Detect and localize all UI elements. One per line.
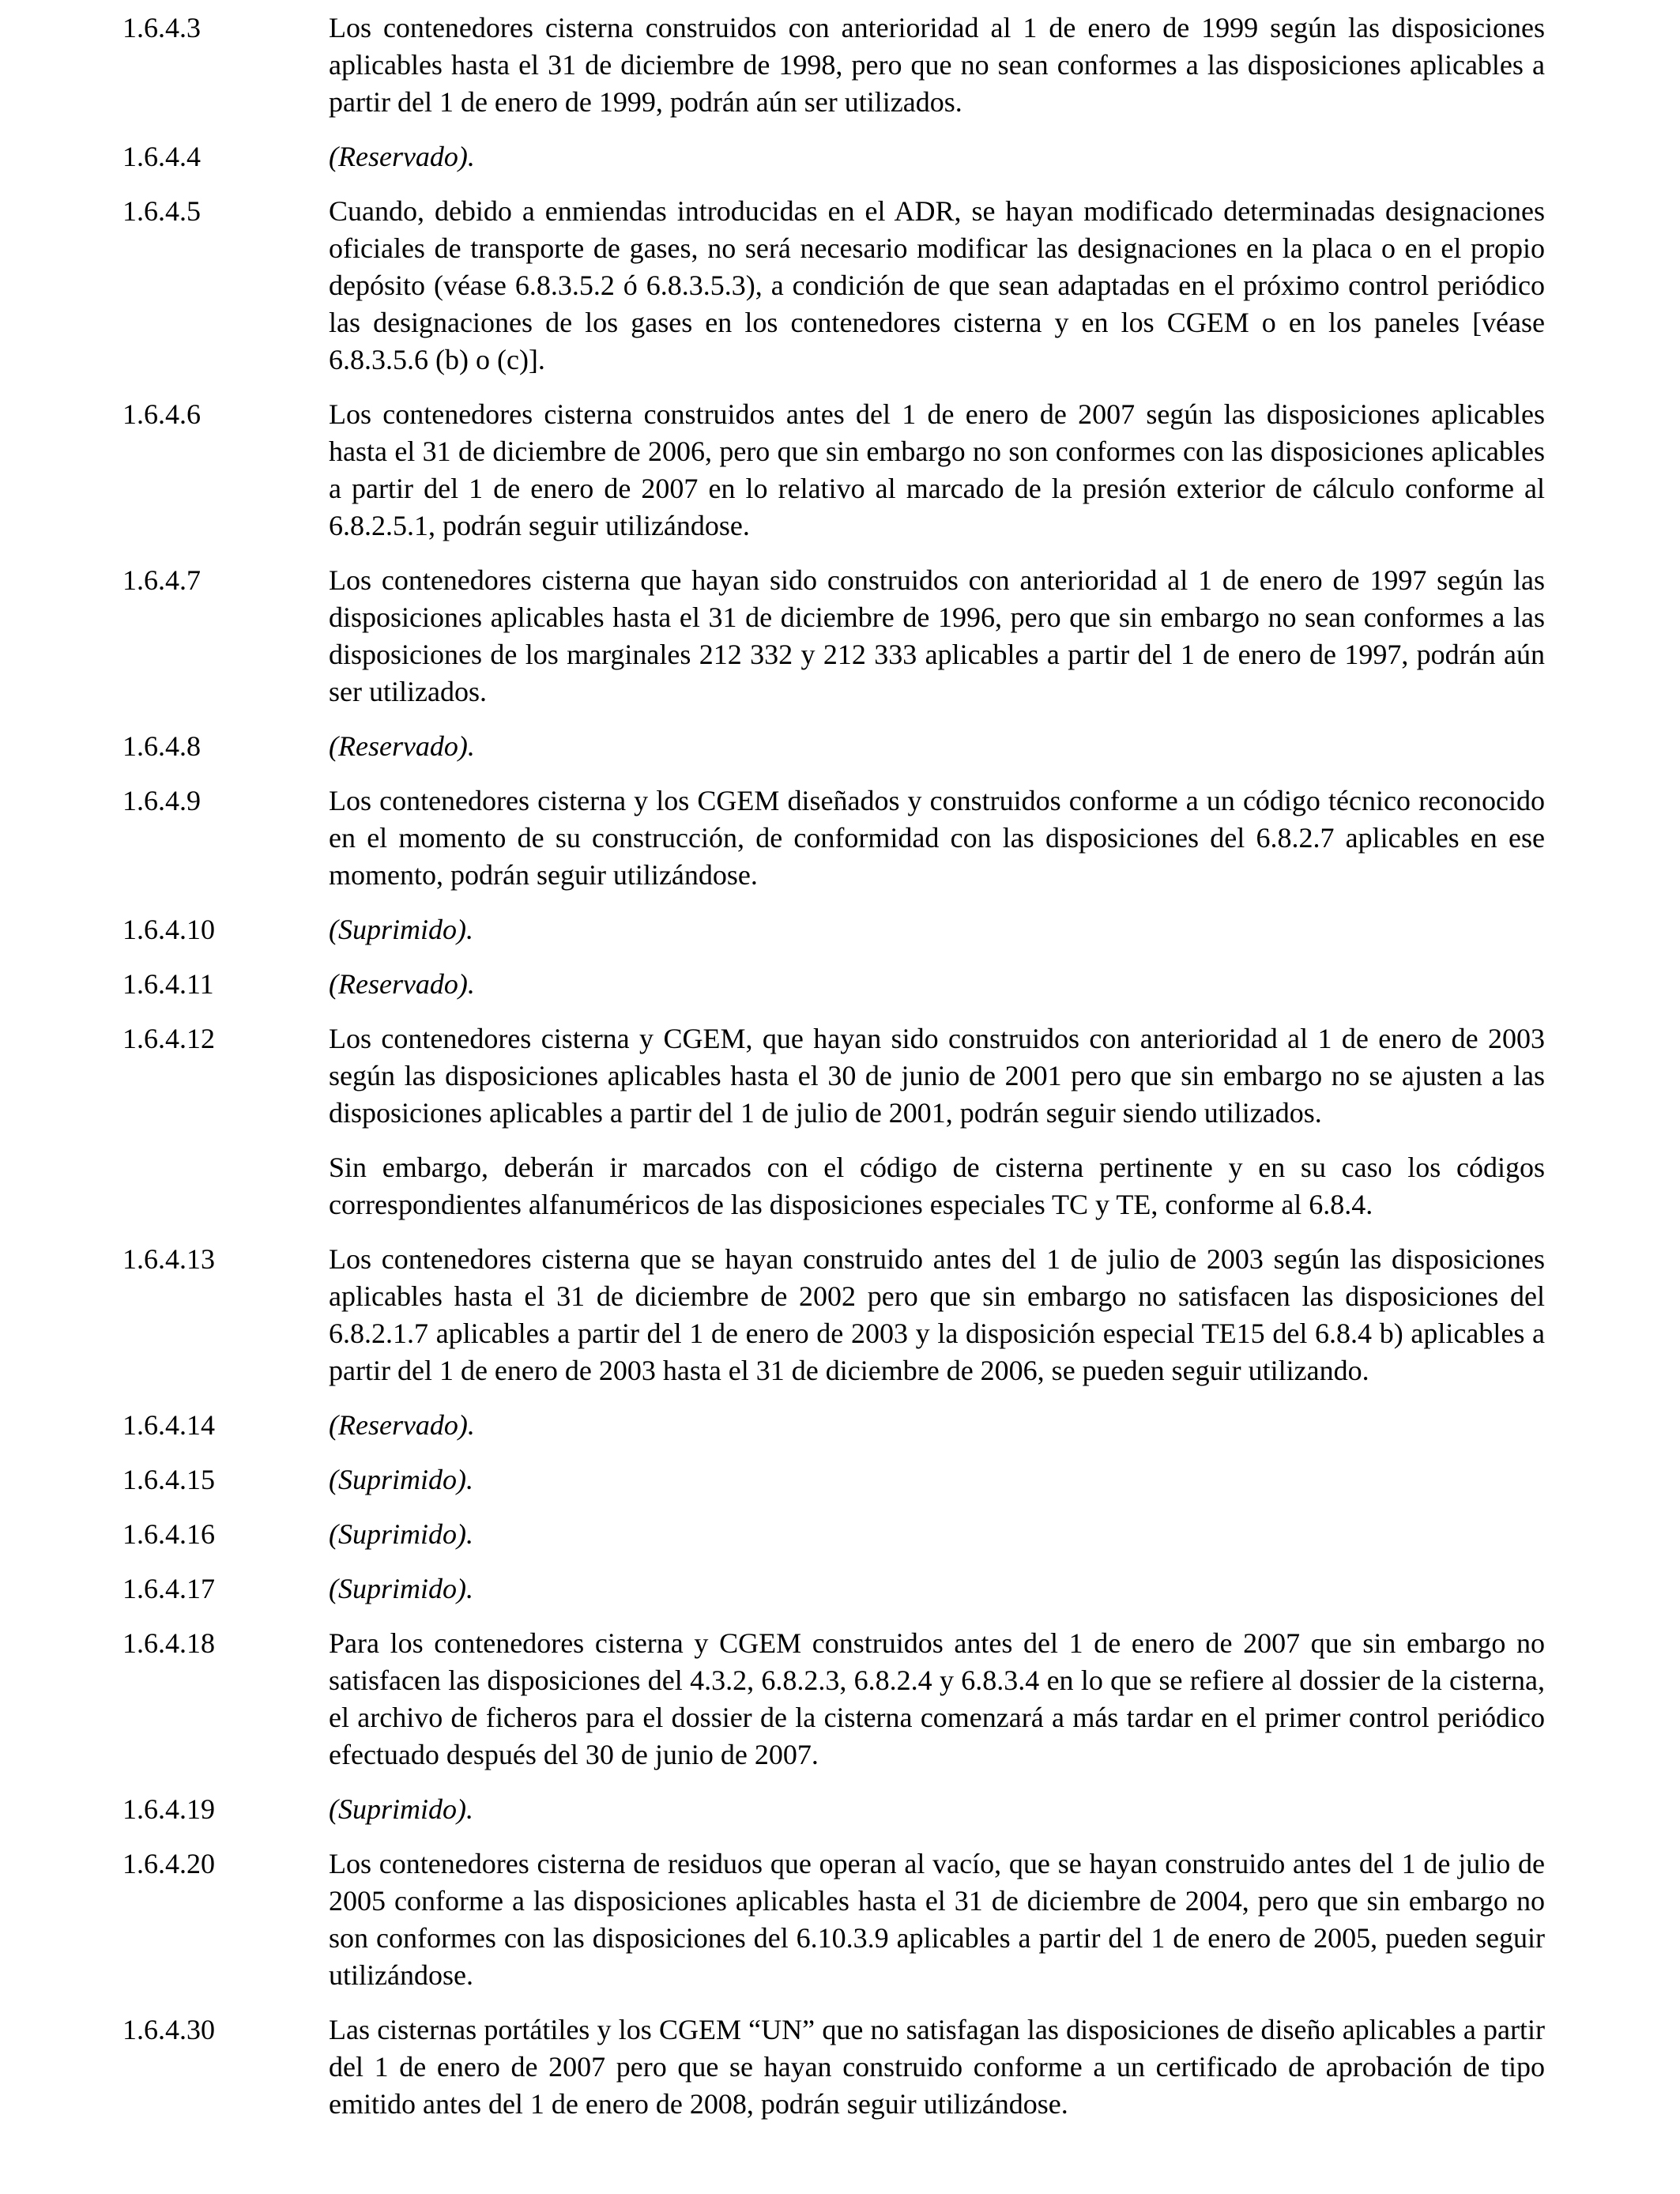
- provision-body: [329, 1791, 1545, 1828]
- provision-1-6-4-8: [122, 728, 1545, 765]
- provision-body: [329, 1020, 1545, 1223]
- provision-1-6-4-11: [122, 966, 1545, 1003]
- provision-body: [329, 396, 1545, 545]
- provision-number: 1.6.4.14: [122, 1409, 215, 1441]
- provision-number: 1.6.4.12: [122, 1023, 215, 1054]
- provision-1-6-4-6: [122, 396, 1545, 545]
- provision-number: 1.6.4.17: [122, 1573, 215, 1604]
- provision-1-6-4-14: [122, 1407, 1545, 1444]
- deleted-note: (Suprimido).: [329, 1464, 473, 1495]
- provision-1-6-4-19: [122, 1791, 1545, 1828]
- document-page: [122, 9, 1545, 2140]
- reserved-note: (Reservado).: [329, 968, 475, 1000]
- provision-body: [329, 1407, 1545, 1444]
- provision-number: 1.6.4.19: [122, 1793, 215, 1825]
- provision-1-6-4-10: [122, 911, 1545, 948]
- provision-number: 1.6.4.15: [122, 1464, 215, 1495]
- provision-1-6-4-5: [122, 193, 1545, 379]
- provision-text: Los contenedores cisterna de residuos que operan al vacío, que se hayan construido antes del 1 de julio de 2005 conforme a las disposiciones aplicables hasta el 31 de diciembre de 2004, pero que sin embargo no son conformes con las disposiciones del 6.10.3.9 aplicables a partir del 1 de enero de 2005, pueden seguir utilizándose.: [329, 1848, 1545, 1991]
- provision-number: 1.6.4.30: [122, 2014, 215, 2045]
- provision-1-6-4-20: [122, 1845, 1545, 1994]
- provision-number: 1.6.4.16: [122, 1518, 215, 1550]
- deleted-note: (Suprimido).: [329, 914, 473, 945]
- provision-1-6-4-30: [122, 2011, 1545, 2123]
- provision-text: Sin embargo, deberán ir marcados con el código de cisterna pertinente y en su caso los códigos correspondientes alfanuméricos de las disposiciones especiales TC y TE, conforme al 6.8.4.: [329, 1152, 1545, 1220]
- provision-1-6-4-13: [122, 1241, 1545, 1389]
- provision-number: 1.6.4.5: [122, 195, 201, 227]
- provision-number: 1.6.4.13: [122, 1243, 215, 1275]
- provision-number: 1.6.4.7: [122, 564, 201, 596]
- provision-body: [329, 1461, 1545, 1498]
- reserved-note: (Reservado).: [329, 1409, 475, 1441]
- provision-body: [329, 728, 1545, 765]
- provision-body: [329, 1625, 1545, 1774]
- provision-text: Cuando, debido a enmiendas introducidas en el ADR, se hayan modificado determinadas designaciones oficiales de transporte de gases, no será necesario modificar las designaciones en la placa o en el propio depósito (véase 6.8.3.5.2 ó 6.8.3.5.3), a condición de que sean adaptadas en el próximo control periódico las designaciones de los gases en los contenedores cisterna y en los CGEM o en los paneles [véase 6.8.3.5.6 (b) o (c)].: [329, 195, 1545, 375]
- provision-body: [329, 1570, 1545, 1608]
- provision-number: 1.6.4.10: [122, 914, 215, 945]
- provision-body: [329, 193, 1545, 379]
- provision-body: [329, 1516, 1545, 1553]
- provision-text: Los contenedores cisterna construidos antes del 1 de enero de 2007 según las disposiciones aplicables hasta el 31 de diciembre de 2006, pero que sin embargo no son conformes con las disposiciones aplicables a partir del 1 de enero de 2007 en lo relativo al marcado de la presión exterior de cálculo conforme al 6.8.2.5.1, podrán seguir utilizándose.: [329, 398, 1545, 541]
- provision-body: [329, 2011, 1545, 2123]
- provision-text: Los contenedores cisterna y los CGEM diseñados y construidos conforme a un código técnico reconocido en el momento de su construcción, de conformidad con las disposiciones del 6.8.2.7 aplicables en ese momento, podrán seguir utilizándose.: [329, 785, 1545, 891]
- reserved-note: (Reservado).: [329, 730, 475, 762]
- provision-text: Los contenedores cisterna que se hayan construido antes del 1 de julio de 2003 según las disposiciones aplicables hasta el 31 de diciembre de 2002 pero que sin embargo no satisfacen las disposiciones del 6.8.2.1.7 aplicables a partir del 1 de enero de 2003 y la disposición especial TE15 del 6.8.4 b) aplicables a partir del 1 de enero de 2003 hasta el 31 de diciembre de 2006, se pueden seguir utilizando.: [329, 1243, 1545, 1386]
- provision-1-6-4-12: [122, 1020, 1545, 1223]
- provision-1-6-4-16: [122, 1516, 1545, 1553]
- provision-number: 1.6.4.9: [122, 785, 201, 816]
- provision-number: 1.6.4.11: [122, 968, 214, 1000]
- deleted-note: (Suprimido).: [329, 1793, 473, 1825]
- provision-body: [329, 1845, 1545, 1994]
- provision-1-6-4-3: [122, 9, 1545, 121]
- provision-text: Los contenedores cisterna construidos con anterioridad al 1 de enero de 1999 según las disposiciones aplicables hasta el 31 de diciembre de 1998, pero que no sean conformes a las disposiciones aplicables a partir del 1 de enero de 1999, podrán aún ser utilizados.: [329, 12, 1545, 118]
- provision-number: 1.6.4.18: [122, 1627, 215, 1659]
- provision-body: [329, 1241, 1545, 1389]
- provision-body: [329, 911, 1545, 948]
- provision-number: 1.6.4.4: [122, 141, 201, 172]
- provision-1-6-4-9: [122, 782, 1545, 894]
- provision-1-6-4-4: [122, 138, 1545, 175]
- provision-1-6-4-18: [122, 1625, 1545, 1774]
- provision-body: [329, 966, 1545, 1003]
- provision-body: [329, 138, 1545, 175]
- provision-number: 1.6.4.8: [122, 730, 201, 762]
- provision-number: 1.6.4.6: [122, 398, 201, 430]
- provision-1-6-4-15: [122, 1461, 1545, 1498]
- reserved-note: (Reservado).: [329, 141, 475, 172]
- provision-1-6-4-17: [122, 1570, 1545, 1608]
- provision-text: Los contenedores cisterna y CGEM, que hayan sido construidos con anterioridad al 1 de enero de 2003 según las disposiciones aplicables hasta el 30 de junio de 2001 pero que sin embargo no se ajusten a las disposiciones aplicables a partir del 1 de julio de 2001, podrán seguir siendo utilizados.: [329, 1023, 1545, 1129]
- provision-body: [329, 9, 1545, 121]
- provision-1-6-4-7: [122, 562, 1545, 711]
- provision-number: 1.6.4.3: [122, 12, 201, 43]
- provision-text: Para los contenedores cisterna y CGEM construidos antes del 1 de enero de 2007 que sin embargo no satisfacen las disposiciones del 4.3.2, 6.8.2.3, 6.8.2.4 y 6.8.3.4 en lo que se refiere al dossier de la cisterna, el archivo de ficheros para el dossier de la cisterna comenzará a más tardar en el primer control periódico efectuado después del 30 de junio de 2007.: [329, 1627, 1545, 1770]
- provision-text: Las cisternas portátiles y los CGEM “UN” que no satisfagan las disposiciones de diseño aplicables a partir del 1 de enero de 2007 pero que se hayan construido conforme a un certificado de aprobación de tipo emitido antes del 1 de enero de 2008, podrán seguir utilizándose.: [329, 2014, 1545, 2120]
- provision-text: Los contenedores cisterna que hayan sido construidos con anterioridad al 1 de enero de 1997 según las disposiciones aplicables hasta el 31 de diciembre de 1996, pero que sin embargo no sean conformes a las disposiciones de los marginales 212 332 y 212 333 aplicables a partir del 1 de enero de 1997, podrán aún ser utilizados.: [329, 564, 1545, 707]
- provision-body: [329, 782, 1545, 894]
- deleted-note: (Suprimido).: [329, 1573, 473, 1604]
- provision-body: [329, 562, 1545, 711]
- deleted-note: (Suprimido).: [329, 1518, 473, 1550]
- provision-number: 1.6.4.20: [122, 1848, 215, 1879]
